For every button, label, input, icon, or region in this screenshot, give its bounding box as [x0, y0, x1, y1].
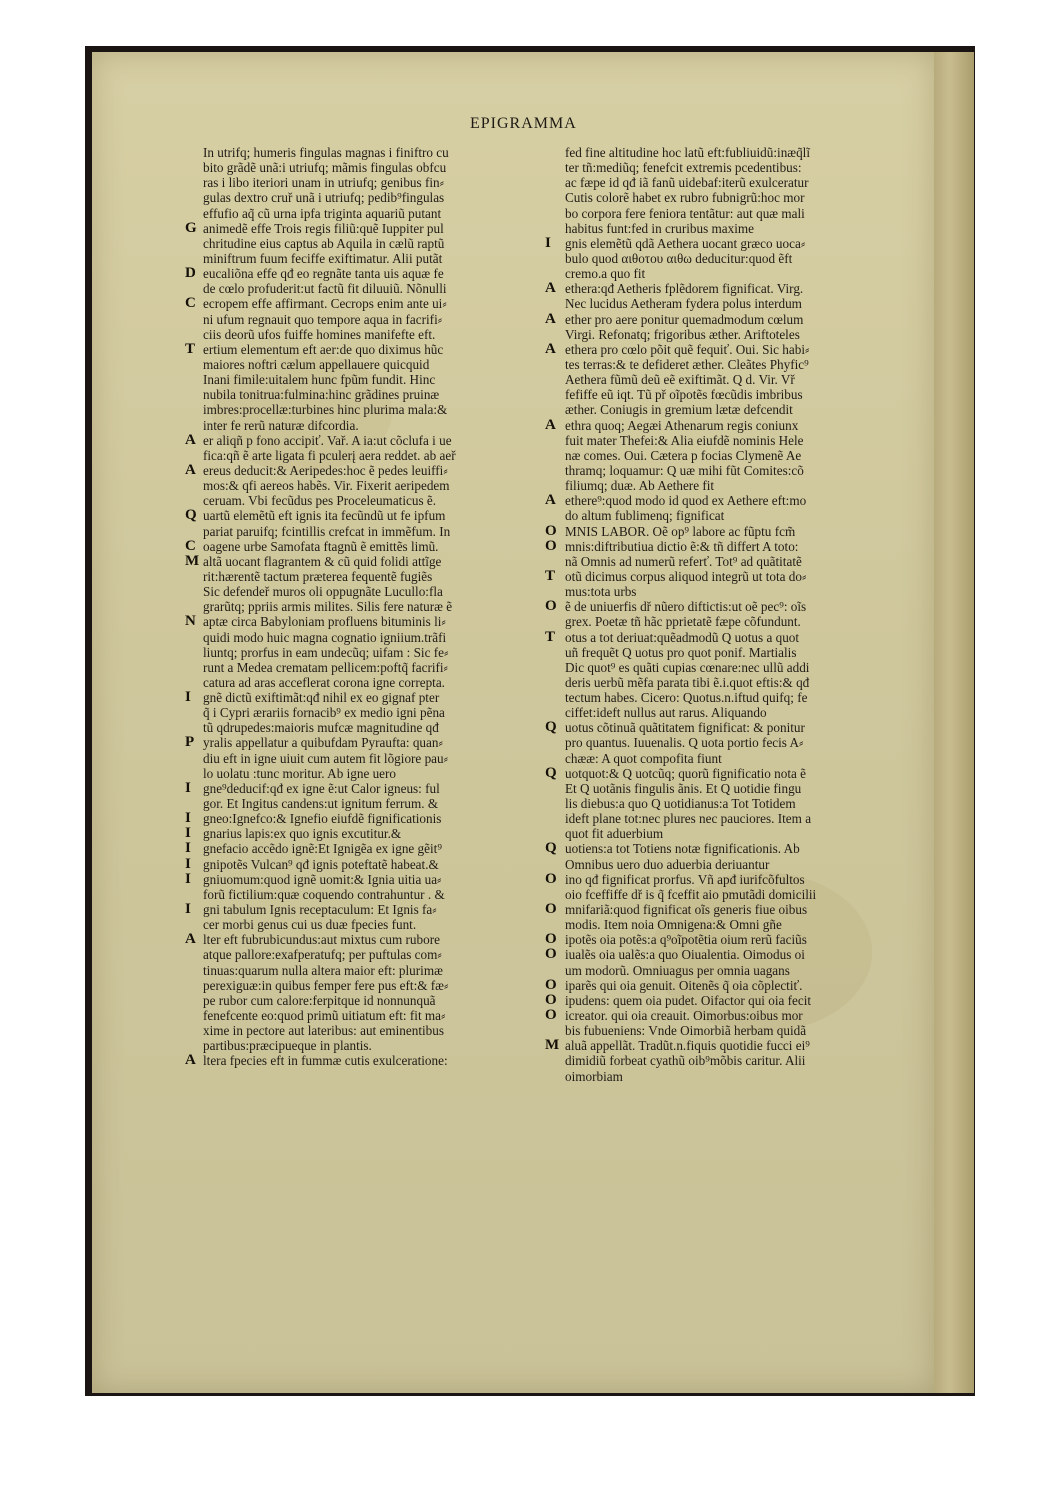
- marginal-initial: A: [185, 431, 196, 448]
- text-line: [545, 493, 915, 508]
- marginal-initial: N: [185, 613, 196, 630]
- marginal-initial: O: [545, 901, 557, 918]
- text-line: [545, 221, 915, 236]
- line-text: æther. Coniugis in gremium lætæ defcendit: [565, 402, 793, 418]
- text-line: [195, 327, 540, 342]
- line-text: runt a Medea crematam pellicem:poftq̃ facrifi⸗: [203, 659, 448, 675]
- line-text: ethera pro cœlo põit quẽ fequiť. Oui. Sic habi⸗: [565, 341, 810, 357]
- text-line: [545, 660, 915, 675]
- marginal-initial: I: [185, 870, 191, 887]
- text-line: [545, 720, 915, 735]
- text-line: [195, 584, 540, 599]
- text-line: [195, 236, 540, 251]
- text-line: [185, 840, 540, 857]
- line-text: ras i libo iteriori unam in utriufq; genibus fin⸗: [203, 175, 444, 191]
- line-text: gor. Et Ingitus candens:ut ignitum ferrum. &: [203, 796, 439, 812]
- line-text: forũ fictilium:quæ coquendo contrahuntur . &: [203, 886, 445, 902]
- line-text: ertium elementum eft aer:de quo diximus hũc: [203, 341, 444, 357]
- line-text: ac fæpe id qđ iã fanũ uidebaf:iterũ exulceratur: [565, 175, 809, 191]
- text-line: [185, 461, 540, 478]
- text-line: [545, 342, 915, 357]
- text-line: [545, 917, 915, 932]
- line-text: er aliqñ p fono accipiť. Vař. A ia:ut cõclufa i ue: [203, 432, 452, 448]
- text-line: [545, 145, 915, 160]
- text-line: [195, 190, 540, 205]
- text-line: [195, 357, 540, 372]
- marginal-initial: A: [545, 416, 556, 433]
- text-line: [185, 689, 540, 706]
- text-line: [195, 978, 540, 993]
- line-text: effufio aq̃ cũ urna ipfa triginta aquariũ putant: [203, 205, 442, 221]
- marginal-initial: I: [185, 810, 191, 827]
- text-line: [545, 539, 915, 554]
- line-text: inter fe rerũ naturæ difcordia.: [203, 417, 359, 433]
- line-text: yralis appellatur a quibufdam Pyraufta: quan⸗: [203, 735, 443, 751]
- text-line: [185, 507, 540, 524]
- line-text: bito grãdẽ unã:i utriufq; mãmis fingulas obfcu: [203, 160, 447, 176]
- text-line: [545, 857, 915, 872]
- marginal-initial: O: [545, 976, 557, 993]
- marginal-initial: I: [185, 840, 191, 857]
- text-line: [545, 296, 915, 311]
- marginal-initial: O: [545, 931, 557, 948]
- text-line: [185, 901, 540, 918]
- text-line: [545, 705, 915, 720]
- line-text: uñ frequẽt Q uotus pro quot ponif. Martialis: [565, 644, 797, 660]
- marginal-initial: Q: [185, 507, 197, 524]
- line-text: uartũ elemẽtũ eft ignis ita fecũndũ ut fe ipfum: [203, 508, 446, 524]
- text-line: [185, 931, 540, 948]
- text-line: [195, 145, 540, 160]
- line-text: ceruam. Vbi fecũdus pes Proceleumaticus ẽ.: [203, 493, 437, 509]
- line-text: modis. Item noia Omnigena:& Omni gñe: [565, 917, 782, 933]
- text-line: [195, 372, 540, 387]
- text-line: [185, 265, 540, 282]
- running-header: EPIGRAMMA: [470, 115, 577, 132]
- text-line: [545, 402, 915, 417]
- marginal-initial: Q: [545, 840, 557, 857]
- text-line: [545, 327, 915, 342]
- line-text: quidi modo huic magna cognatio igniium.trãfi: [203, 629, 447, 645]
- line-text: ethera:qđ Aetheris fplẽdorem fignificat. Virg.: [565, 281, 804, 297]
- text-line: [185, 779, 540, 796]
- marginal-initial: A: [185, 931, 196, 948]
- text-line: [185, 810, 540, 827]
- text-line: [545, 841, 915, 856]
- line-text: gnefacio accẽdo ignẽ:Et Ignigẽa ex igne gẽit⁹: [203, 841, 442, 857]
- text-line: [545, 524, 915, 539]
- text-line: [195, 524, 540, 539]
- text-line: [195, 630, 540, 645]
- text-line: [545, 160, 915, 175]
- marginal-initial: Q: [545, 719, 557, 736]
- text-line: [185, 825, 540, 842]
- marginal-initial: I: [185, 779, 191, 796]
- text-line: [545, 614, 915, 629]
- text-line: [195, 796, 540, 811]
- line-text: pro quantus. Iuuenalis. Q uota portio fecis A⸗: [565, 735, 804, 751]
- line-text: ethra quoq; Aegæi Athenarum regis coniunx: [565, 417, 799, 433]
- line-text: um modorũ. Omniuagus per omnia uagans: [565, 962, 790, 978]
- line-text: Inani fimile:uitalem hunc fpũm fundit. Hinc: [203, 372, 436, 388]
- text-line: [545, 735, 915, 750]
- page-edge: [934, 52, 974, 1393]
- marginal-initial: I: [545, 234, 551, 251]
- text-line: [545, 963, 915, 978]
- line-text: chææ: A quot compofita fiunt: [565, 750, 722, 766]
- text-line: [545, 1053, 915, 1068]
- line-text: lter eft fubrubicundus:aut mixtus cum rubore: [203, 932, 440, 948]
- text-line: [545, 312, 915, 327]
- marginal-initial: A: [545, 492, 556, 509]
- line-text: ẽ de uniuerfis dř nũero diftictis:ut oẽ pec⁹: oĩs: [565, 599, 807, 615]
- text-line: [545, 826, 915, 841]
- marginal-initial: A: [545, 280, 556, 297]
- marginal-initial: T: [545, 628, 556, 645]
- text-line: [545, 554, 915, 569]
- text-line: [185, 219, 540, 236]
- text-line: [195, 660, 540, 675]
- text-line: [185, 552, 540, 569]
- line-text: partibus:præcipueque in plantis.: [203, 1038, 372, 1054]
- line-text: oagene urbe Samofata ftagnũ ẽ emittẽs limũ.: [203, 538, 439, 554]
- line-text: diu eft in igne uiuit cum autem fit lõgiore pau⸗: [203, 750, 449, 766]
- marginal-initial: M: [185, 552, 200, 569]
- text-line: [545, 281, 915, 296]
- line-text: tũ qdrupedes:maioris mufcæ magnitudine qđ: [203, 720, 439, 736]
- marginal-initial: O: [545, 598, 557, 615]
- line-text: otus a tot deriuat:quẽadmodũ Q uotus a quot: [565, 629, 800, 645]
- text-line: [545, 433, 915, 448]
- line-text: miniftrum fuum feciffe exiftimatur. Alii putãt: [203, 250, 443, 266]
- text-line: [545, 569, 915, 584]
- line-text: ipudens: quem oia pudet. Oifactor qui oia fecit: [565, 992, 812, 1008]
- line-text: cer morbi genus cui us duæ fpecies funt.: [203, 917, 417, 933]
- text-line: [545, 478, 915, 493]
- line-text: quot fit aduerbium: [565, 826, 664, 842]
- text-line: [545, 690, 915, 705]
- line-text: lis diebus:a quo Q uotidianus:a Tot Totidem: [565, 796, 796, 812]
- line-text: tectum habes. Cicero: Quotus.n.iftud quifq; fe: [565, 690, 808, 706]
- line-text: iparẽs qui oia genuit. Oitenẽs q̃ oia cõplectiť.: [565, 977, 803, 993]
- marginal-initial: T: [185, 340, 196, 357]
- line-text: gnipotẽs Vulcan⁹ qđ ignis poteftatẽ habeat.&: [203, 856, 439, 872]
- text-line: [195, 1023, 540, 1038]
- line-text: mos:& qfi aereos habẽs. Vir. Fixerit aeripedem: [203, 478, 450, 494]
- line-text: ni ufum regnauit quo tempore aqua in facrifi⸗: [203, 311, 443, 327]
- text-line: [195, 887, 540, 902]
- line-text: Sic defendeř muros oli oppugnãte Lucullo:fla: [203, 584, 443, 600]
- marginal-initial: I: [185, 855, 191, 872]
- text-line: [545, 1069, 915, 1084]
- text-line: [195, 569, 540, 584]
- line-text: de cœlo profuderit:ut factũ fit diluuiũ. Nõnulli: [203, 281, 447, 297]
- line-text: aptæ circa Babyloniam profluens bituminis li⸗: [203, 614, 446, 630]
- marginal-initial: M: [545, 1037, 560, 1054]
- line-text: Nec lucidus Aetheram fydera polus interdum: [565, 296, 802, 312]
- line-text: thramq; loquamur: Q uæ mihi fũt Comites:cõ: [565, 462, 804, 478]
- marginal-initial: O: [545, 870, 557, 887]
- text-line: [185, 295, 540, 312]
- text-line: [545, 236, 915, 251]
- line-text: fuit mater Thefei:& Alia eiufdẽ nominis Hele: [565, 432, 804, 448]
- line-text: ecropem effe affirmant. Cecrops enim ante ui⸗: [203, 296, 447, 312]
- line-text: bis fubueniens: Vnde Oimorbiã herbam quidã: [565, 1023, 807, 1039]
- text-line: [185, 613, 540, 630]
- line-text: chritudine eius captus ab Aquila in cælũ raptũ: [203, 235, 445, 251]
- line-text: Virgi. Refonatq; frigoribus æther. Ariftoteles: [565, 326, 800, 342]
- text-line: [545, 1038, 915, 1053]
- text-line: [545, 418, 915, 433]
- marginal-initial: A: [185, 461, 196, 478]
- marginal-initial: T: [545, 567, 556, 584]
- line-text: Et Q uotãnis fingulis ãnis. Et Q uotidie fingu: [565, 780, 802, 796]
- line-text: xime in pectore aut lateribus: aut eminentibus: [203, 1023, 444, 1039]
- line-text: grex. Poetæ tñ hãc pprietatẽ fæpe cõfundunt.: [565, 614, 801, 630]
- line-text: grarũtq; ppriis armis milites. Silis fere naturæ ẽ: [203, 599, 453, 615]
- text-line: [195, 963, 540, 978]
- marginal-initial: O: [545, 991, 557, 1008]
- text-line: [545, 251, 915, 266]
- marginal-initial: C: [185, 537, 196, 554]
- line-text: Dic quot⁹ es quãti cupias cœnare:nec ullũ addi: [565, 659, 810, 675]
- text-line: [195, 1008, 540, 1023]
- line-text: fica:qñ ẽ arte ligata fi pculerį aera reddet. ab aeř: [203, 447, 456, 463]
- line-text: eucaliõna effe qđ eo regnãte tanta uis aquæ fe: [203, 266, 444, 282]
- marginal-initial: Q: [545, 764, 557, 781]
- line-text: gulas dextro cruř unã i utriufq; pedib⁹fingulas: [203, 190, 445, 206]
- text-line: [545, 1008, 915, 1023]
- text-line: [545, 872, 915, 887]
- text-line: [185, 870, 540, 887]
- line-text: ciffet:ideft nullus aut rarus. Aliquando: [565, 705, 767, 721]
- line-text: gniuomum:quod ignẽ uomit:& Ignia uitia ua⸗: [203, 871, 442, 887]
- line-text: ipotẽs oia potẽs:a q⁹oĩpotẽtia oium rerũ faciũs: [565, 932, 807, 948]
- line-text: MNIS LABOR. Oẽ op⁹ labore ac fũptu fcm̃: [565, 523, 796, 539]
- text-line: [185, 1052, 540, 1069]
- line-text: catura ad aras acceflerat corona igne correpta.: [203, 674, 445, 690]
- text-line: [545, 266, 915, 281]
- line-text: filiumq; duæ. Ab Aethere fit: [565, 478, 715, 494]
- marginal-initial: I: [185, 689, 191, 706]
- line-text: gnẽ dictũ exiftimãt:qđ nihil ex eo gignaf pter: [203, 690, 440, 706]
- line-text: animedẽ effe Trois regis filiũ:quẽ Iuppiter pul: [203, 220, 444, 236]
- text-line: [195, 251, 540, 266]
- line-text: q̃ i Cypri ærariis fornacib⁹ ex medio igni pẽna: [203, 705, 445, 721]
- line-text: dimidiũ forbeat cyathũ oib⁹mõbis caritur. Alii: [565, 1053, 806, 1069]
- text-line: [195, 312, 540, 327]
- text-line: [545, 387, 915, 402]
- marginal-initial: A: [545, 310, 556, 327]
- line-text: ethere⁹:quod modo id quod ex Aethere eft:mo: [565, 493, 807, 509]
- marginal-initial: G: [185, 219, 197, 236]
- text-line: [195, 766, 540, 781]
- text-line: [545, 978, 915, 993]
- text-line: [545, 902, 915, 917]
- marginal-initial: O: [545, 522, 557, 539]
- marginal-initial: O: [545, 537, 557, 554]
- line-text: lo uolatu :tunc moritur. Ab igne uero: [203, 765, 397, 781]
- text-line: [545, 463, 915, 478]
- line-text: bo corpora fere feniora tentãtur: aut quæ mali: [565, 205, 805, 221]
- marginal-initial: P: [185, 734, 195, 751]
- line-text: uotiens:a tot Totiens notæ fignificationis. Ab: [565, 841, 800, 857]
- line-text: nã Omnis ad numerũ referť. Tot⁹ ad quãtitatẽ: [565, 553, 802, 569]
- text-line: [545, 599, 915, 614]
- line-text: ideft plane tot:nec plures nec pauciores. Item a: [565, 811, 812, 827]
- text-line: [545, 675, 915, 690]
- text-line: [195, 917, 540, 932]
- line-text: atque pallore:exafperatufq; per puftulas com⸗: [203, 947, 442, 963]
- text-line: [195, 645, 540, 660]
- text-line: [185, 431, 540, 448]
- text-line: [545, 947, 915, 962]
- text-line: [185, 537, 540, 554]
- line-text: altã uocant flagrantem & cũ quid folidi attĩge: [203, 553, 442, 569]
- line-text: uotus cõtinuã quãtitatem fignificat: & ponitur: [565, 720, 805, 736]
- line-text: ino qđ fignificat prorfus. Vñ apđ iurifcõfultos: [565, 871, 805, 887]
- line-text: ter tñ:mediũq; fenefcit extremis pcedentibus:: [565, 160, 802, 176]
- text-line: [195, 675, 540, 690]
- line-text: fefiffe eũ iqt. Tũ př oĩpotẽs fœcũdis imbribus: [565, 387, 803, 403]
- text-line: [195, 705, 540, 720]
- text-line: [195, 402, 540, 417]
- text-line: [195, 206, 540, 221]
- line-text: fed fine altitudine hoc latũ eft:fubliuidũ:inæq̃lĩ: [565, 145, 811, 160]
- line-text: deris uerbũ mẽfa parata tibi ẽ.i.quot eftis:& qđ: [565, 674, 810, 690]
- line-text: ether pro aere ponitur quemadmodum cœlum: [565, 311, 804, 327]
- text-line: [545, 887, 915, 902]
- line-text: cremo.a quo fit: [565, 266, 646, 282]
- line-text: gneo:Ignefco:& Ignefio eiufdẽ fignificationis: [203, 811, 442, 827]
- text-line: [185, 340, 540, 357]
- left-column: [185, 145, 540, 1069]
- text-line: [545, 508, 915, 523]
- line-text: Aethera fũmũ deũ eẽ exiftimãt. Q d. Vir. Vř: [565, 372, 795, 388]
- marginal-initial: O: [545, 946, 557, 963]
- line-text: oio fceffiffe dř is q̃ fceffit aio pmutãdi domicilii: [565, 886, 817, 902]
- line-text: pariat paruifq; fcintillis crefcat in immẽfum. In: [203, 523, 451, 539]
- line-text: ltera fpecies eft in fummæ cutis exulceratione:: [203, 1053, 448, 1069]
- right-column: [545, 145, 915, 1084]
- marginal-initial: I: [185, 901, 191, 918]
- text-line: [185, 734, 540, 751]
- line-text: In utrifq; humeris fingulas magnas i finiftro cu: [203, 145, 449, 160]
- line-text: fenefcente eo:quod primũ uitiatum eft: fit ma⸗: [203, 1008, 446, 1024]
- line-text: iualẽs oia ualẽs:a quo Oiualentia. Oimodus oi: [565, 947, 805, 963]
- marginal-initial: O: [545, 1007, 557, 1024]
- text-line: [195, 599, 540, 614]
- marginal-initial: A: [545, 340, 556, 357]
- text-line: [195, 751, 540, 766]
- text-line: [545, 448, 915, 463]
- text-line: [195, 448, 540, 463]
- line-text: gnarius lapis:ex quo ignis excutitur.&: [203, 826, 402, 842]
- text-line: [545, 645, 915, 660]
- line-text: ereus deducit:& Aeripedes:hoc ẽ pedes leuiffi⸗: [203, 462, 448, 478]
- marginal-initial: C: [185, 295, 196, 312]
- line-text: habitus funt:fed in cruribus maxime: [565, 220, 754, 236]
- text-line: [185, 855, 540, 872]
- line-text: rit:hærentẽ tactum præterea fequentẽ fugiẽs: [203, 568, 433, 584]
- text-line: [195, 493, 540, 508]
- text-line: [545, 357, 915, 372]
- text-line: [195, 281, 540, 296]
- line-text: tes terras:& te defideret æther. Cleãtes Phyfic⁹: [565, 356, 809, 372]
- marginal-initial: A: [185, 1052, 196, 1069]
- line-text: icreator. qui oia creauit. Oimorbus:oibus mor: [565, 1008, 803, 1024]
- text-line: [195, 387, 540, 402]
- line-text: Cutis colorẽ habet ex rubro fubnigrũ:hoc mor: [565, 190, 805, 206]
- line-text: tinuas:quarum nulla altera maior eft: plurimæ: [203, 962, 443, 978]
- line-text: Omnibus uero duo aduerbia deriuantur: [565, 856, 770, 872]
- line-text: pe rubor cum calore:ferpitque id nonnunquã: [203, 992, 436, 1008]
- text-line: [545, 190, 915, 205]
- line-text: mnifariã:quod fignificat oĩs generis fiue oibus: [565, 902, 808, 918]
- line-text: liuntq; prorfus in eam undecũq; uifam : Sic fe⸗: [203, 644, 449, 660]
- text-line: [545, 630, 915, 645]
- text-line: [545, 811, 915, 826]
- line-text: bulo quod αιθοτου αιθω deducitur:quod ẽft: [565, 250, 793, 266]
- text-line: [545, 206, 915, 221]
- text-line: [545, 796, 915, 811]
- text-line: [195, 720, 540, 735]
- line-text: nubila tonitrua:fulmina:hinc grãdines pruinæ: [203, 387, 440, 403]
- line-text: otũ dicimus corpus aliquod integrũ ut tota do⸗: [565, 568, 807, 584]
- line-text: oimorbiam: [565, 1068, 623, 1084]
- text-line: [195, 160, 540, 175]
- line-text: ciis deorũ ufos fuiffe homines manifefte eft.: [203, 326, 436, 342]
- text-line: [545, 751, 915, 766]
- text-line: [545, 781, 915, 796]
- text-line: [545, 993, 915, 1008]
- text-line: [195, 947, 540, 962]
- line-text: næ comes. Oui. Cætera p focias Clymenẽ Ae: [565, 447, 802, 463]
- text-line: [545, 932, 915, 947]
- line-text: maiores noftri cælum appellauere quicquid: [203, 356, 430, 372]
- text-line: [545, 584, 915, 599]
- line-text: gnis elemẽtũ qdã Aethera uocant græco uoca⸗: [565, 235, 806, 251]
- text-line: [195, 993, 540, 1008]
- line-text: uotquot:& Q uotcũq; quorũ fignificatio nota ẽ: [565, 765, 806, 781]
- text-line: [545, 766, 915, 781]
- line-text: gne⁹deducif:qđ ex igne ẽ:ut Calor igneus: ful: [203, 780, 440, 796]
- marginal-initial: D: [185, 265, 196, 282]
- line-text: perexiguæ:in quibus femper fere pus eft:& fæ⸗: [203, 977, 449, 993]
- line-text: do altum fublimenq; fignificat: [565, 508, 725, 524]
- text-line: [545, 1023, 915, 1038]
- text-line: [195, 1038, 540, 1053]
- line-text: gni tabulum Ignis receptaculum: Et Ignis fa⸗: [203, 902, 437, 918]
- marginal-initial: I: [185, 825, 191, 842]
- text-line: [195, 418, 540, 433]
- line-text: mnis:diftributiua dictio ẽ:& tñ differt A toto:: [565, 538, 799, 554]
- text-line: [195, 478, 540, 493]
- line-text: imbres:procellæ:turbines hinc plurima mala:&: [203, 402, 448, 418]
- text-line: [545, 372, 915, 387]
- text-line: [195, 175, 540, 190]
- line-text: aluã appellãt. Tradũt.n.fiquis quotidie fucci ei⁹: [565, 1038, 810, 1054]
- text-line: [545, 175, 915, 190]
- line-text: mus:tota urbs: [565, 584, 637, 600]
